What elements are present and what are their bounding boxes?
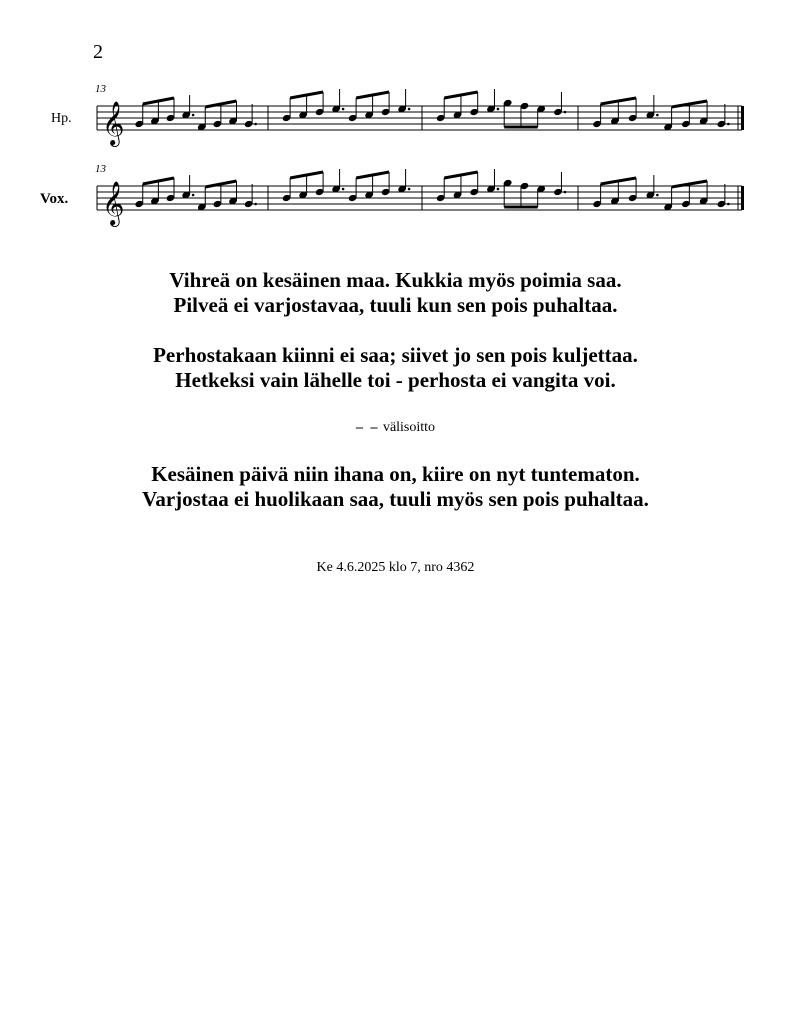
lyric-line: Kesäinen päivä niin ihana on, kiire on nyt tuntematon. — [151, 462, 640, 486]
dot — [497, 188, 500, 191]
staff-vox — [97, 169, 744, 227]
lyric-line: Pilveä ei varjostavaa, tuuli kun sen pois puhaltaa. — [173, 293, 618, 317]
dot — [192, 114, 195, 117]
dot — [342, 108, 345, 111]
footer-note: Ke 4.6.2025 klo 7, nro 4362 — [316, 560, 475, 575]
music-score — [0, 0, 791, 240]
dot — [564, 191, 567, 194]
measure-number: 13 — [95, 163, 106, 175]
staff-label-hp: Hp. — [51, 111, 72, 126]
lyrics-stanza-2 — [0, 343, 791, 393]
final-barline-thick — [741, 106, 744, 130]
dot — [254, 123, 257, 126]
dot — [727, 203, 730, 206]
lyrics-stanza-1 — [0, 268, 791, 318]
dot — [564, 111, 567, 114]
dot — [408, 188, 411, 191]
lyric-line: Vihreä on kesäinen maa. Kukkia myös poimia saa. — [169, 268, 622, 292]
lyric-line: Varjostaa ei huolikaan saa, tuuli myös sen pois puhaltaa. — [142, 487, 649, 511]
dot — [254, 203, 257, 206]
treble-clef-icon: 𝄞 — [102, 101, 125, 145]
interlude-dash: – – — [355, 420, 380, 435]
lyric-line: Hetkeksi vain lähelle toi - perhosta ei vangita voi. — [175, 368, 616, 392]
interlude-text: välisoitto — [382, 420, 436, 435]
measure-number: 13 — [95, 83, 106, 95]
lyric-line: Perhostakaan kiinni ei saa; siivet jo sen pois kuljettaa. — [153, 343, 638, 367]
final-barline-thick — [741, 186, 744, 210]
treble-clef-icon: 𝄞 — [102, 181, 125, 225]
dot — [656, 114, 659, 117]
dot — [192, 194, 195, 197]
dot — [727, 123, 730, 126]
lyrics-stanza-3 — [0, 462, 791, 512]
dot — [408, 108, 411, 111]
dot — [656, 194, 659, 197]
page-number: 2 — [93, 41, 103, 63]
dot — [342, 188, 345, 191]
staff-label-vox: Vox. — [40, 191, 69, 207]
staff-hp — [97, 89, 744, 147]
dot — [497, 108, 500, 111]
interlude-marker — [0, 420, 791, 436]
